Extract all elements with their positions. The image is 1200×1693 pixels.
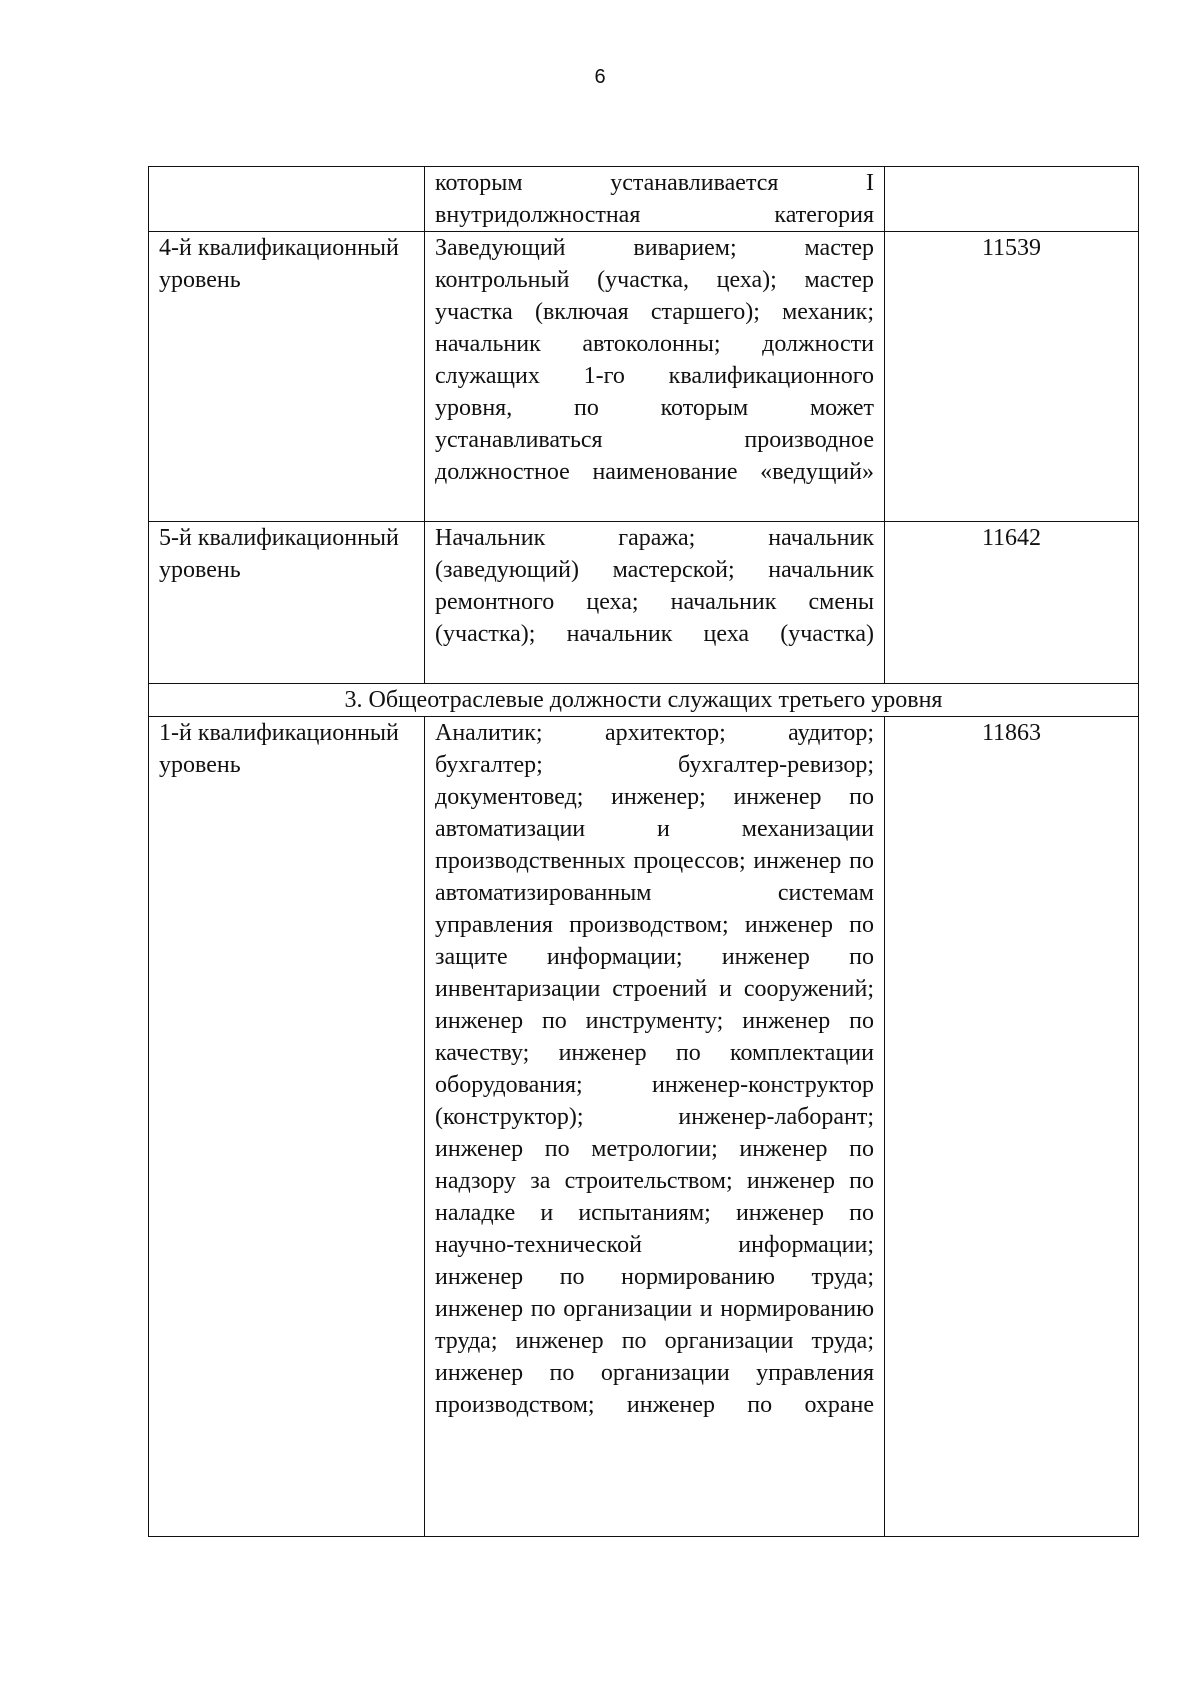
level-cell: 1-й квалификационный уровень — [149, 717, 425, 1537]
level-cell — [149, 167, 425, 232]
position-list-cell: Начальник гаража; начальник (заведующий) мастерской; начальник ремонтного цеха; начальник смены (участка); начальник цеха (участка) — [425, 522, 885, 684]
salary-cell: 11863 — [885, 717, 1139, 1537]
qualification-table — [148, 166, 1139, 1537]
level-cell: 4-й квалификационный уровень — [149, 232, 425, 522]
salary-cell: 11642 — [885, 522, 1139, 684]
table-row — [149, 167, 1139, 232]
page-number: 6 — [594, 66, 606, 88]
position-list-cell: которым устанавливается I внутридолжностная категория — [425, 167, 885, 232]
salary-cell — [885, 167, 1139, 232]
table-row — [149, 522, 1139, 684]
table-row — [149, 717, 1139, 1537]
section-header-row — [149, 684, 1139, 717]
table-row — [149, 232, 1139, 522]
position-list-cell: Заведующий виварием; мастер контрольный (участка, цеха); мастер участка (включая старшего); механик; начальник автоколонны; должности служащих 1-го квалификационного уровня, по которым может устанавливаться производное должностное наименование «ведущий» — [425, 232, 885, 522]
level-cell: 5-й квалификационный уровень — [149, 522, 425, 684]
position-list-cell: Аналитик; архитектор; аудитор; бухгалтер; бухгалтер-ревизор; документовед; инженер; инженер по автоматизации и механизации производственных процессов; инженер по автоматизированным системам управления производством; инженер по защите информации; инженер по инвентаризации строений и сооружений; инженер по инструменту; инженер по качеству; инженер по комплектации оборудования; инженер-конструктор (конструктор); инженер-лаборант; инженер по метрологии; инженер по надзору за строительством; инженер по наладке и испытаниям; инженер по научно-технической информации; инженер по нормированию труда; инженер по организации и нормированию труда; инженер по организации труда; инженер по организации управления производством; инженер по охране — [425, 717, 885, 1537]
salary-cell: 11539 — [885, 232, 1139, 522]
section-title: 3. Общеотраслевые должности служащих третьего уровня — [149, 684, 1139, 717]
